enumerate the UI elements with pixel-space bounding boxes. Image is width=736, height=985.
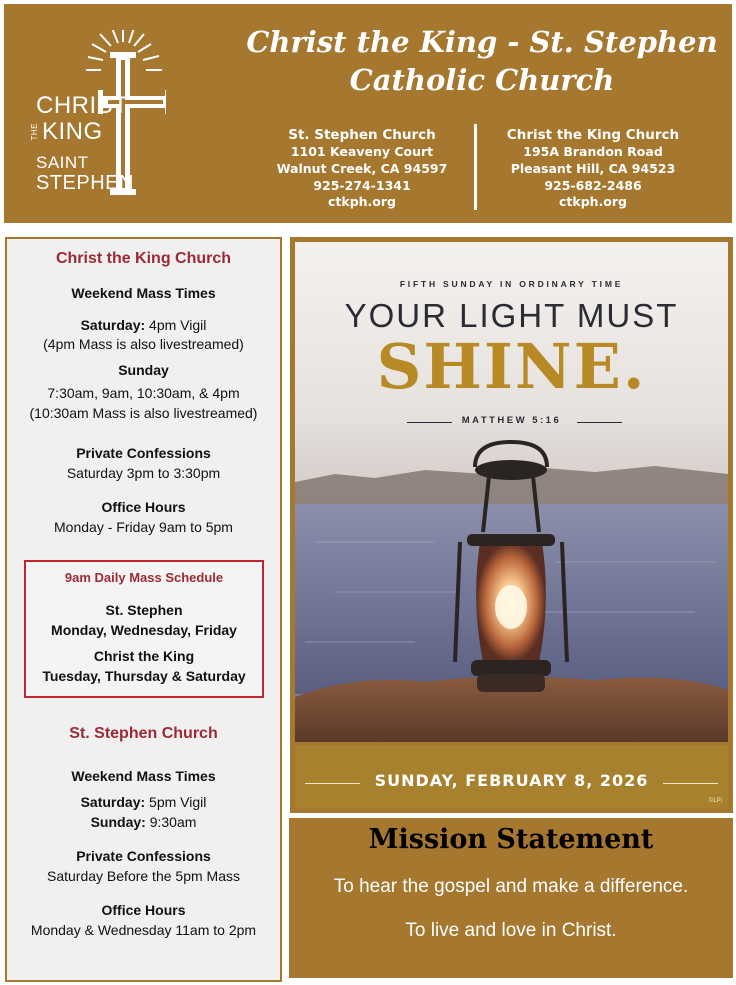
address-city: Pleasant Hill, CA 94523 <box>510 160 676 176</box>
ss-confessions-heading: Private Confessions <box>76 848 211 864</box>
liturgical-kicker: FIFTH SUNDAY IN ORDINARY TIME <box>399 279 624 289</box>
mission-statement-box <box>289 818 733 978</box>
header-banner <box>4 4 732 223</box>
ctk-confessions-heading: Private Confessions <box>76 445 211 461</box>
poster-headline-top: YOUR LIGHT MUST <box>344 297 679 334</box>
ss-office-heading: Office Hours <box>101 902 186 918</box>
ctk-section-title: Christ the King Church <box>55 250 232 267</box>
ctk-sunday-note: (10:30am Mass is also livestreamed) <box>29 405 258 421</box>
ctk-sunday-heading: Sunday <box>118 362 169 378</box>
church-name: Christ the King Church <box>506 127 680 143</box>
christ-the-king-address-block <box>478 126 708 211</box>
scripture-reference: MATTHEW 5:16 <box>461 415 562 426</box>
ss-saturday-line: Saturday: 5pm Vigil <box>80 794 207 810</box>
website-link[interactable]: ctkph.org <box>559 194 627 210</box>
mission-line-2: To live and love in Christ. <box>405 920 617 941</box>
church-name: St. Stephen Church <box>288 127 436 143</box>
ss-sunday-line: Sunday: 9:30am <box>90 814 197 830</box>
daily-mass-title: 9am Daily Mass Schedule <box>64 570 224 585</box>
daily-ss-days: Monday, Wednesday, Friday <box>51 622 237 638</box>
website-link[interactable]: ctkph.org <box>328 194 396 210</box>
logo-stephen-text: STEPHEN <box>36 172 134 194</box>
ctk-saturday-line: Saturday: 4pm Vigil <box>80 317 207 333</box>
phone-number[interactable]: 925-682-2486 <box>544 177 642 193</box>
logo-saint-text: SAINT <box>36 153 89 172</box>
date-rule-right <box>663 783 718 784</box>
daily-ctk-name: Christ the King <box>93 648 195 664</box>
phone-number[interactable]: 925-274-1341 <box>313 177 411 193</box>
parish-title-line2: Catholic Church <box>349 63 615 97</box>
sunday-poster <box>290 237 733 813</box>
daily-ss-name: St. Stephen <box>105 602 183 618</box>
ss-section-title: St. Stephen Church <box>69 725 218 742</box>
daily-mass-box <box>24 560 264 698</box>
logo-king-text: KING <box>42 118 103 145</box>
header-divider <box>474 124 477 210</box>
poster-credit: ©LPi <box>708 798 722 804</box>
mission-line-1: To hear the gospel and make a difference. <box>333 876 689 897</box>
ctk-weekend-heading: Weekend Mass Times <box>71 285 216 301</box>
logo-the-text: THE <box>30 123 39 141</box>
daily-ctk-days: Tuesday, Thursday & Saturday <box>42 668 246 684</box>
address-line: 1101 Keaveny Court <box>290 144 434 160</box>
ctk-confessions-value: Saturday 3pm to 3:30pm <box>66 465 221 481</box>
ss-office-value: Monday & Wednesday 11am to 2pm <box>30 922 257 938</box>
ctk-saturday-note: (4pm Mass is also livestreamed) <box>43 336 244 352</box>
ctk-office-value: Monday - Friday 9am to 5pm <box>54 519 233 535</box>
address-city: Walnut Creek, CA 94597 <box>276 160 448 176</box>
ss-confessions-value: Saturday Before the 5pm Mass <box>47 868 240 884</box>
poster-image <box>295 242 728 808</box>
verse-rule-right <box>577 422 622 423</box>
ctk-office-heading: Office Hours <box>101 499 186 515</box>
address-line: 195A Brandon Road <box>523 144 663 160</box>
st-stephen-address-block <box>247 126 477 211</box>
poster-headline-shine: SHINE. <box>376 330 647 403</box>
logo-christ-text: CHRIST <box>36 92 129 119</box>
mission-title: Mission Statement <box>368 824 654 855</box>
ctk-sunday-times: 7:30am, 9am, 10:30am, & 4pm <box>47 385 240 401</box>
ss-weekend-heading: Weekend Mass Times <box>71 768 216 784</box>
parish-title-line1: Christ the King - St. Stephen <box>246 25 718 59</box>
mass-times-panel <box>5 237 282 982</box>
poster-date: SUNDAY, FEBRUARY 8, 2026 <box>374 771 649 790</box>
